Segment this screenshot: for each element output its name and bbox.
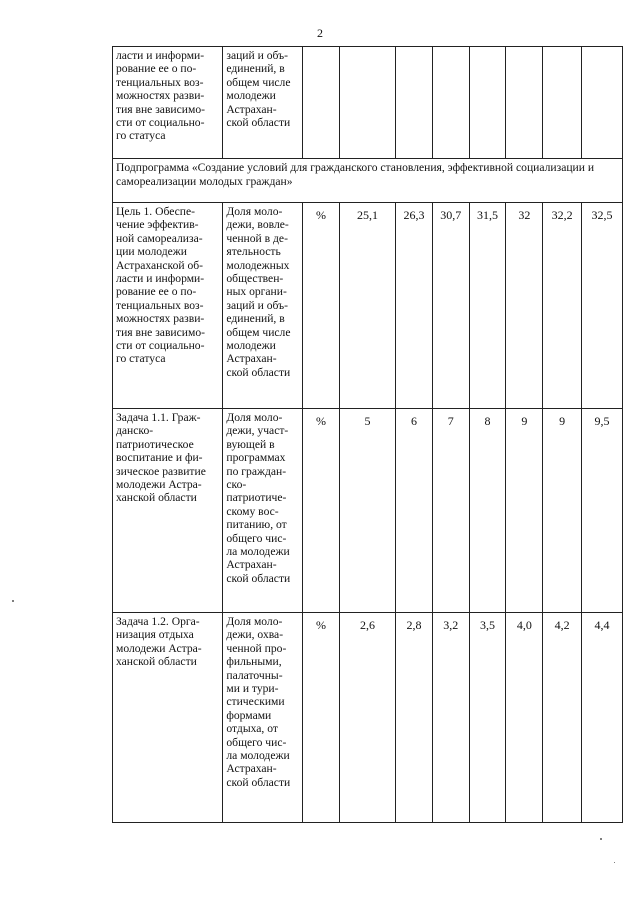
value-cell: [543, 47, 582, 159]
value-cell: 7: [432, 409, 469, 613]
value-cell: 31,5: [469, 203, 506, 409]
value-cell: 2,6: [339, 613, 395, 823]
value-cell: 4,2: [543, 613, 582, 823]
value-cell: 3,5: [469, 613, 506, 823]
value-cell: [432, 47, 469, 159]
table-row: [113, 613, 623, 823]
value-cell: 9: [543, 409, 582, 613]
goal-text: ласти и информи- рование ее о по- тенциальных воз- можностях разви- тия вне зависимо- сти от социально- го статуса: [116, 49, 205, 143]
value-cell: [469, 47, 506, 159]
value-cell: 32,5: [582, 203, 623, 409]
goal-text: Цель 1. Обеспе- чение эффектив- ной самореализа- ции молодежи Астраханской об- ласти и информи- рование ее о по- тенциальных воз- можностях разви- тия вне зависимо- сти от социально- го статуса: [116, 205, 205, 366]
scan-speck: [614, 862, 615, 863]
value-cell: 2,8: [396, 613, 433, 823]
value-cell: [396, 47, 433, 159]
goal-cell: [113, 409, 223, 613]
indicator-text: Доля моло- дежи, вовле- ченной в де- ятельность молодежных обществен- ных органи- заций и объ- единений, в общем числе молодежи Астрахан- ской области: [226, 205, 291, 379]
value-cell: 4,0: [506, 613, 543, 823]
value-cell: 32,2: [543, 203, 582, 409]
indicator-cell: [223, 203, 303, 409]
indicator-cell: [223, 47, 303, 159]
table-row: [113, 203, 623, 409]
indicators-table: [112, 46, 623, 823]
table-row: [113, 409, 623, 613]
value-cell: 9,5: [582, 409, 623, 613]
goal-cell: [113, 613, 223, 823]
unit-cell: [303, 47, 340, 159]
value-cell: 3,2: [432, 613, 469, 823]
scan-speck: [12, 600, 14, 602]
indicator-cell: [223, 409, 303, 613]
value-cell: 6: [396, 409, 433, 613]
subprogram-title: Подпрограмма «Создание условий для гражданского становления, эффективной социализации и самореализации молодых граждан»: [113, 159, 623, 203]
subprogram-row: [113, 159, 623, 203]
value-cell: 4,4: [582, 613, 623, 823]
value-cell: 32: [506, 203, 543, 409]
value-cell: 30,7: [432, 203, 469, 409]
indicator-text: Доля моло- дежи, охва- ченной про- фильными, палаточны- ми и тури- стическими формами отдыха, от общего чис- ла молодежи Астрахан- ской области: [226, 615, 291, 789]
value-cell: [339, 47, 395, 159]
value-cell: 25,1: [339, 203, 395, 409]
value-cell: 26,3: [396, 203, 433, 409]
indicator-text: заций и объ- единений, в общем числе молодежи Астрахан- ской области: [226, 49, 291, 130]
unit-cell: %: [303, 409, 340, 613]
page-number: 2: [317, 26, 323, 40]
goal-text: Задача 1.2. Орга- низация отдыха молодежи Астра- ханской области: [116, 615, 202, 669]
table-row: [113, 47, 623, 159]
value-cell: [506, 47, 543, 159]
scan-speck: [600, 838, 602, 840]
goal-cell: [113, 47, 223, 159]
value-cell: 8: [469, 409, 506, 613]
goal-cell: [113, 203, 223, 409]
indicator-text: Доля моло- дежи, участ- вующей в программах по граждан- ско- патриотиче- скому вос- питанию, от общего чис- ла молодежи Астрахан- ской области: [226, 411, 291, 585]
value-cell: 9: [506, 409, 543, 613]
unit-cell: %: [303, 613, 340, 823]
indicator-cell: [223, 613, 303, 823]
value-cell: [582, 47, 623, 159]
goal-text: Задача 1.1. Граж- данско- патриотическое воспитание и фи- зическое развитие молодежи Астра- ханской области: [116, 411, 206, 505]
unit-cell: %: [303, 203, 340, 409]
value-cell: 5: [339, 409, 395, 613]
